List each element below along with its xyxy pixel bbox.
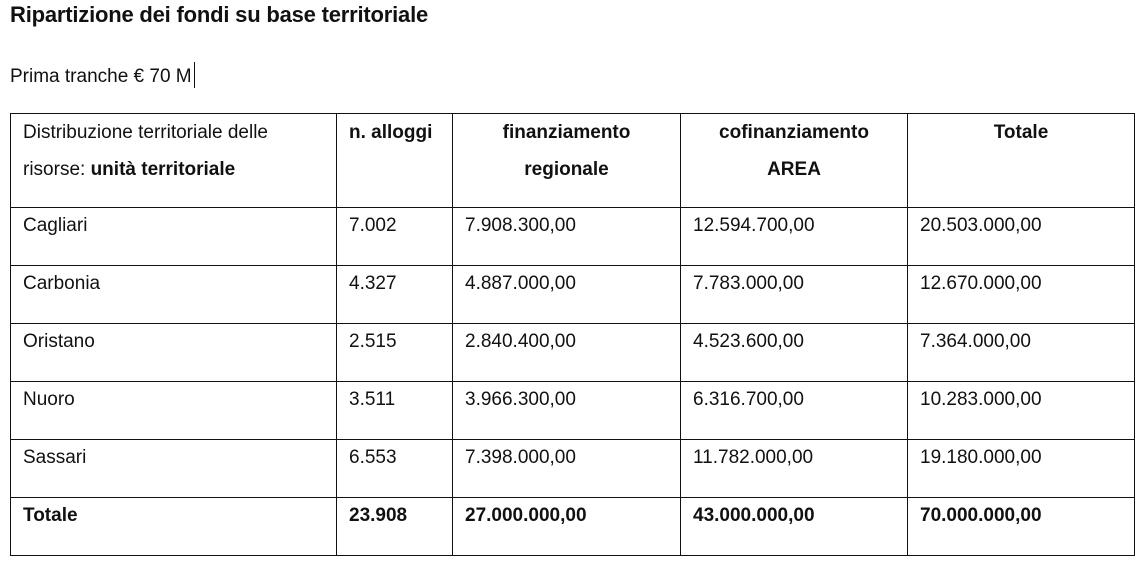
cell-alloggi: 6.553 [337,440,453,498]
header-finanziamento-line2: regionale [524,159,609,180]
cell-finanziamento: 2.840.400,00 [453,324,681,382]
header-alloggi: n. alloggi [337,114,453,208]
header-cofinanziamento [681,114,908,208]
table-row [11,440,1135,498]
table-row [11,208,1135,266]
cell-unit: Carbonia [11,266,337,324]
cell-cofinanziamento: 7.783.000,00 [681,266,908,324]
header-totale: Totale [908,114,1135,208]
table-row [11,324,1135,382]
cell-alloggi: 7.002 [337,208,453,266]
total-alloggi: 23.908 [337,498,453,556]
cell-finanziamento: 4.887.000,00 [453,266,681,324]
cell-unit: Oristano [11,324,337,382]
header-finanziamento [453,114,681,208]
total-totale: 70.000.000,00 [908,498,1135,556]
header-cofinanziamento-line1: cofinanziamento [719,122,869,143]
table-total-row [11,498,1135,556]
header-territorial-bold: unità territoriale [90,159,236,180]
cell-cofinanziamento: 4.523.600,00 [681,324,908,382]
header-territorial-prefix: Distribuzione territoriale delle risorse: [23,122,268,180]
cell-totale: 10.283.000,00 [908,382,1135,440]
cell-cofinanziamento: 11.782.000,00 [681,440,908,498]
total-label: Totale [11,498,337,556]
cell-unit: Nuoro [11,382,337,440]
cell-totale: 19.180.000,00 [908,440,1135,498]
table-row [11,266,1135,324]
subtitle-text: Prima tranche € 70 M [10,66,192,87]
header-cofinanziamento-line2: AREA [767,159,821,180]
cell-finanziamento: 3.966.300,00 [453,382,681,440]
cell-alloggi: 2.515 [337,324,453,382]
cell-totale: 12.670.000,00 [908,266,1135,324]
header-finanziamento-line1: finanziamento [502,122,631,143]
cell-finanziamento: 7.908.300,00 [453,208,681,266]
cell-cofinanziamento: 6.316.700,00 [681,382,908,440]
total-cofinanziamento: 43.000.000,00 [681,498,908,556]
cell-alloggi: 4.327 [337,266,453,324]
cell-unit: Cagliari [11,208,337,266]
text-cursor [194,62,195,88]
header-territorial-unit [11,114,337,208]
cell-alloggi: 3.511 [337,382,453,440]
funds-distribution-table [10,113,1135,556]
cell-unit: Sassari [11,440,337,498]
cell-cofinanziamento: 12.594.700,00 [681,208,908,266]
subtitle-line[interactable] [10,62,195,88]
cell-finanziamento: 7.398.000,00 [453,440,681,498]
table-header-row [11,114,1135,208]
table-row [11,382,1135,440]
cell-totale: 7.364.000,00 [908,324,1135,382]
cell-totale: 20.503.000,00 [908,208,1135,266]
total-finanziamento: 27.000.000,00 [453,498,681,556]
page-title: Ripartizione dei fondi su base territoriale [10,2,429,27]
